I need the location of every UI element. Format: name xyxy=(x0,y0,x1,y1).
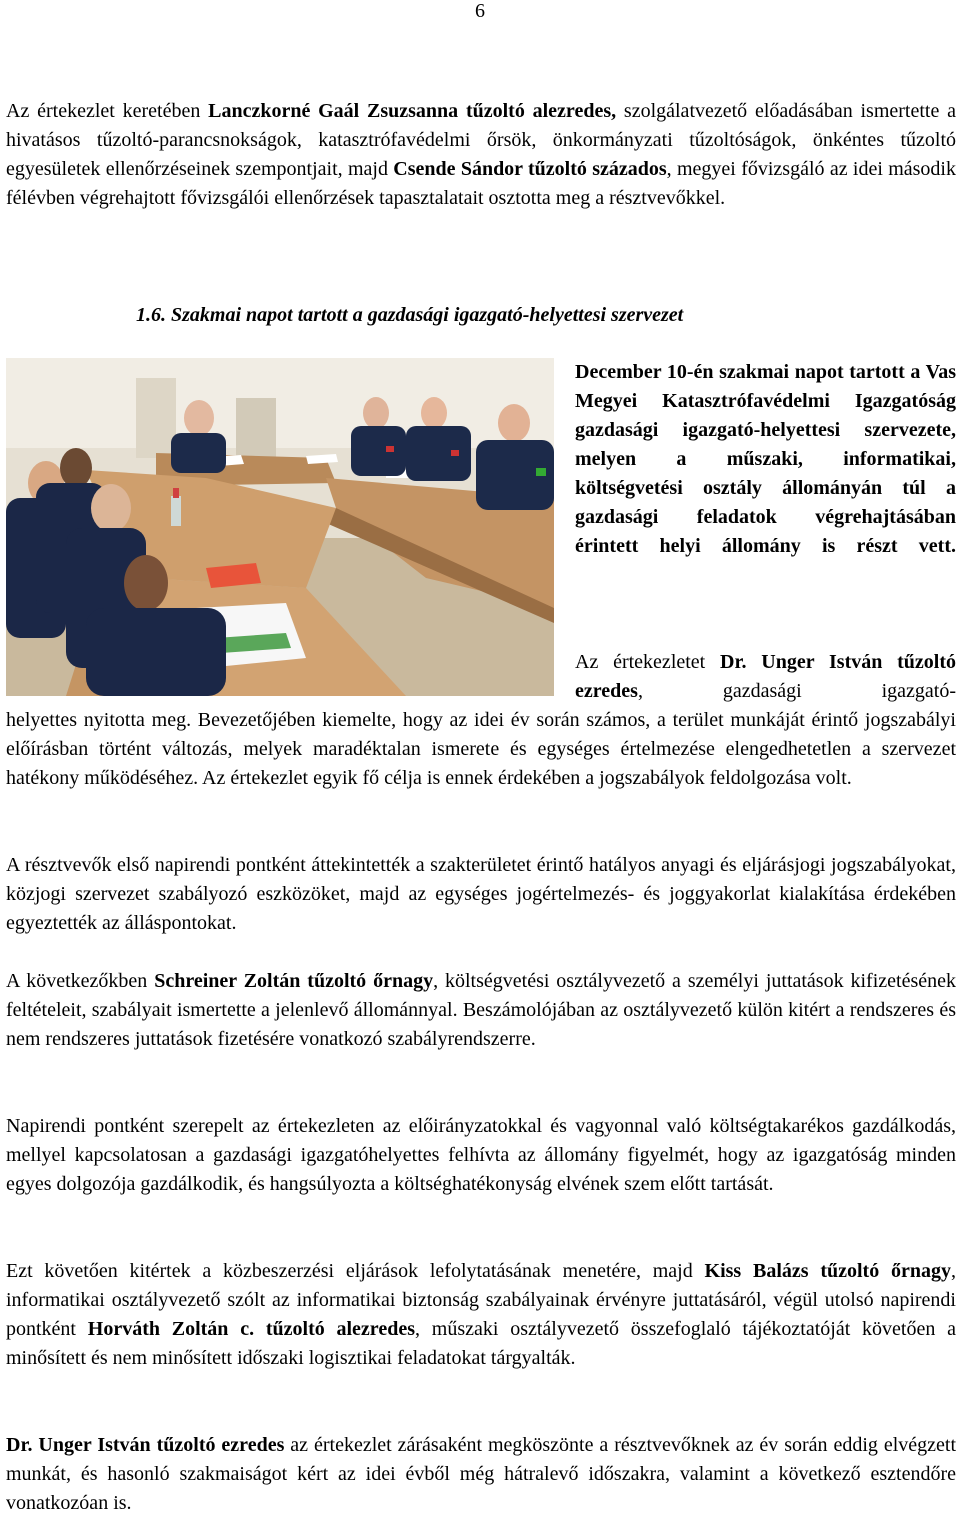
paragraph-intro xyxy=(6,97,956,213)
person-name: Dr. Unger István xyxy=(720,651,883,673)
text: , műszaki osztályvezető összefoglaló tájékoztatóját követően a minősített és nem minősített időszaki logisztikai feladatokat tárgyalták. xyxy=(6,1318,956,1369)
paragraph-budget xyxy=(6,967,956,1054)
person-name: Csende Sándor tűzoltó százados xyxy=(393,158,667,180)
side-summary: December 10-én szakmai napot tartott a Vas Megyei Katasztrófavédelmi Igazgatóság gazdasági igazgató-helyettesi szervezete, melyen a műszaki, informatikai, költségvetési osztály állományán túl a gazdasági feladatok végrehajtásában érintett helyi állomány is részt vett. xyxy=(575,361,956,557)
paragraph-first-agenda: A résztvevők első napirendi pontként áttekintették a szakterületet érintő hatályos anyagi és eljárásjogi jogszabályokat, közjogi szervezet szabályozó eszközöket, majd az egységes jogértelmezés- és joggyakorlat kialakítása érdekében egyeztették az álláspontokat. xyxy=(6,854,956,934)
text: A következőkben xyxy=(6,970,155,992)
section-heading: 1.6. Szakmai napot tartott a gazdasági igazgató-helyettesi szervezet xyxy=(136,304,684,326)
person-rank: tűzoltó ezredes xyxy=(575,651,957,702)
text: , gazdasági igazgató- xyxy=(637,680,956,702)
text: Az értekezlet keretében xyxy=(6,100,209,122)
person-name: Horváth Zoltán c. tűzoltó alezredes xyxy=(87,1318,415,1340)
person-name: Schreiner Zoltán tűzoltó őrnagy xyxy=(154,970,434,992)
meeting-photo xyxy=(6,358,554,696)
paragraph-opening: helyettes nyitotta meg. Bevezetőjében kiemelte, hogy az idei év során számos, a terület munkáját érintő jogszabályi előírásban történt változás, melyek maradéktalan ismerete és egységes értelmezése elengedhetetlen a szervezet hatékony működéséhez. Az értekezlet egyik fő célja is ennek érdekében a jogszabályok feldolgozása volt. xyxy=(6,709,956,789)
page-number: 6 xyxy=(475,0,485,22)
text: , informatikai osztályvezető szólt az informatikai biztonság szabályainak érvényre juttatásáról, végül utolsó napirendi pontként xyxy=(6,1260,956,1340)
paragraph-procurement xyxy=(6,1257,956,1373)
person-name: Kiss Balázs tűzoltó őrnagy xyxy=(704,1260,951,1282)
text: Az értekezletet xyxy=(575,651,721,673)
paragraph-closing xyxy=(6,1431,956,1518)
text: Ezt követően kitértek a közbeszerzési eljárások lefolytatásának menetére, majd xyxy=(6,1260,705,1282)
text: , költségvetési osztályvezető a személyi juttatások kifizetésének feltételeit, szabályait ismertette a jelenlevő állománnyal. Beszámolójában az osztályvezető külön kitért a rendszeres és nem rendszeres juttatások fizetésére vonatkozó szabályrendszerre. xyxy=(6,970,956,1050)
person-name: Lanczkorné Gaál Zsuzsanna tűzoltó alezredes, xyxy=(208,100,617,122)
person-name: Dr. Unger István tűzoltó ezredes xyxy=(6,1434,285,1456)
text: szolgálatvezető előadásában ismertette a hivatásos tűzoltó-parancsnokságok, katasztrófavédelmi őrsök, önkormányzati tűzoltóságok, önkéntes tűzoltó egyesületek ellenőrzéseinek szempontjait, majd xyxy=(6,100,956,180)
paragraph-economy: Napirendi pontként szerepelt az értekezleten az előirányzatokkal és vagyonnal való költségtakarékos gazdálkodás, mellyel kapcsolatosan a gazdasági igazgatóhelyettes felhívta az állomány figyelmét, hogy az igazgatóság minden egyes dolgozója gazdálkodik, és hangsúlyozta a költséghatékonyság elvének szem előtt tartását. xyxy=(6,1115,956,1195)
opening-line xyxy=(575,648,956,706)
text: , megyei fővizsgáló az idei második félévben végrehajtott fővizsgálói ellenőrzések tapasztalatait osztotta meg a résztvevőkkel. xyxy=(6,158,956,209)
text: az értekezlet zárásaként megköszönte a résztvevőknek az év során eddig elvégzett munkát, és hasonló szakmaiságot kért az idei évből még hátralevő időszakra, valamint a következő esztendőre vonatkozóan is. xyxy=(6,1434,956,1514)
